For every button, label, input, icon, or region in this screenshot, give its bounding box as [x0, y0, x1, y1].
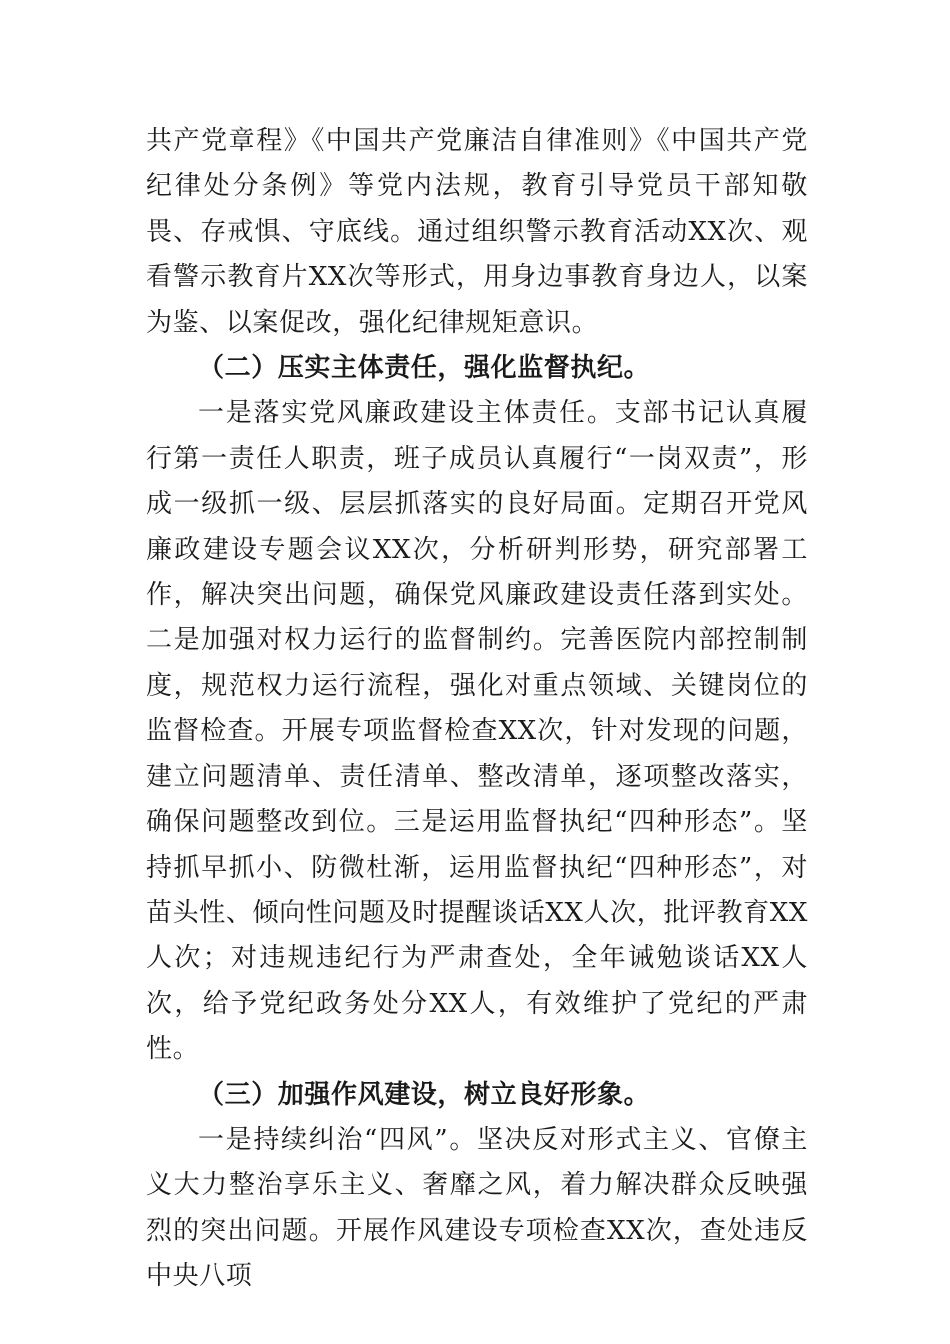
- paragraph-work-style: 一是持续纠治“四风”。坚决反对形式主义、官僚主义大力整治享乐主义、奢靡之风，着力解决群众反映强烈的突出问题。开展作风建设专项检查XX次，查处违反中央八项: [146, 1124, 808, 1292]
- section-heading-2: （二）压实主体责任，强化监督执纪。: [198, 353, 651, 384]
- paragraph-supervision: 一是落实党风廉政建设主体责任。支部书记认真履行第一责任人职责，班子成员认真履行“一岗双责”，形成一级抓一级、层层抓落实的良好局面。定期召开党风廉政建设专题会议XX次，分析研判形势，研究部署工作，解决突出问题，确保党风廉政建设责任落到实处。二是加强对权力运行的监督制约。完善医院内部控制制度，规范权力运行流程，强化对重点领域、关键岗位的监督检查。开展专项监督检查XX次，针对发现的问题，建立问题清单、责任清单、整改清单，逐项整改落实，确保问题整改到位。三是运用监督执纪“四种形态”。坚持抓早抓小、防微杜渐，运用监督执纪“四种形态”，对苗头性、倾向性问题及时提醒谈话XX人次，批评教育XX人次；对违规违纪行为严肃查处，全年诫勉谈话XX人次，给予党纪政务处分XX人，有效维护了党纪的严肃性。: [146, 398, 808, 1065]
- document-body: [146, 119, 808, 1300]
- section-heading-3: （三）加强作风建设，树立良好形象。: [198, 1079, 651, 1110]
- paragraph-continuation: 共产党章程》《中国共产党廉洁自律准则》《中国共产党纪律处分条例》等党内法规，教育引导党员干部知敬畏、存戒惧、守底线。通过组织警示教育活动XX次、观看警示教育片XX次等形式，用身边事教育身边人，以案为鉴、以案促改，强化纪律规矩意识。: [146, 126, 808, 338]
